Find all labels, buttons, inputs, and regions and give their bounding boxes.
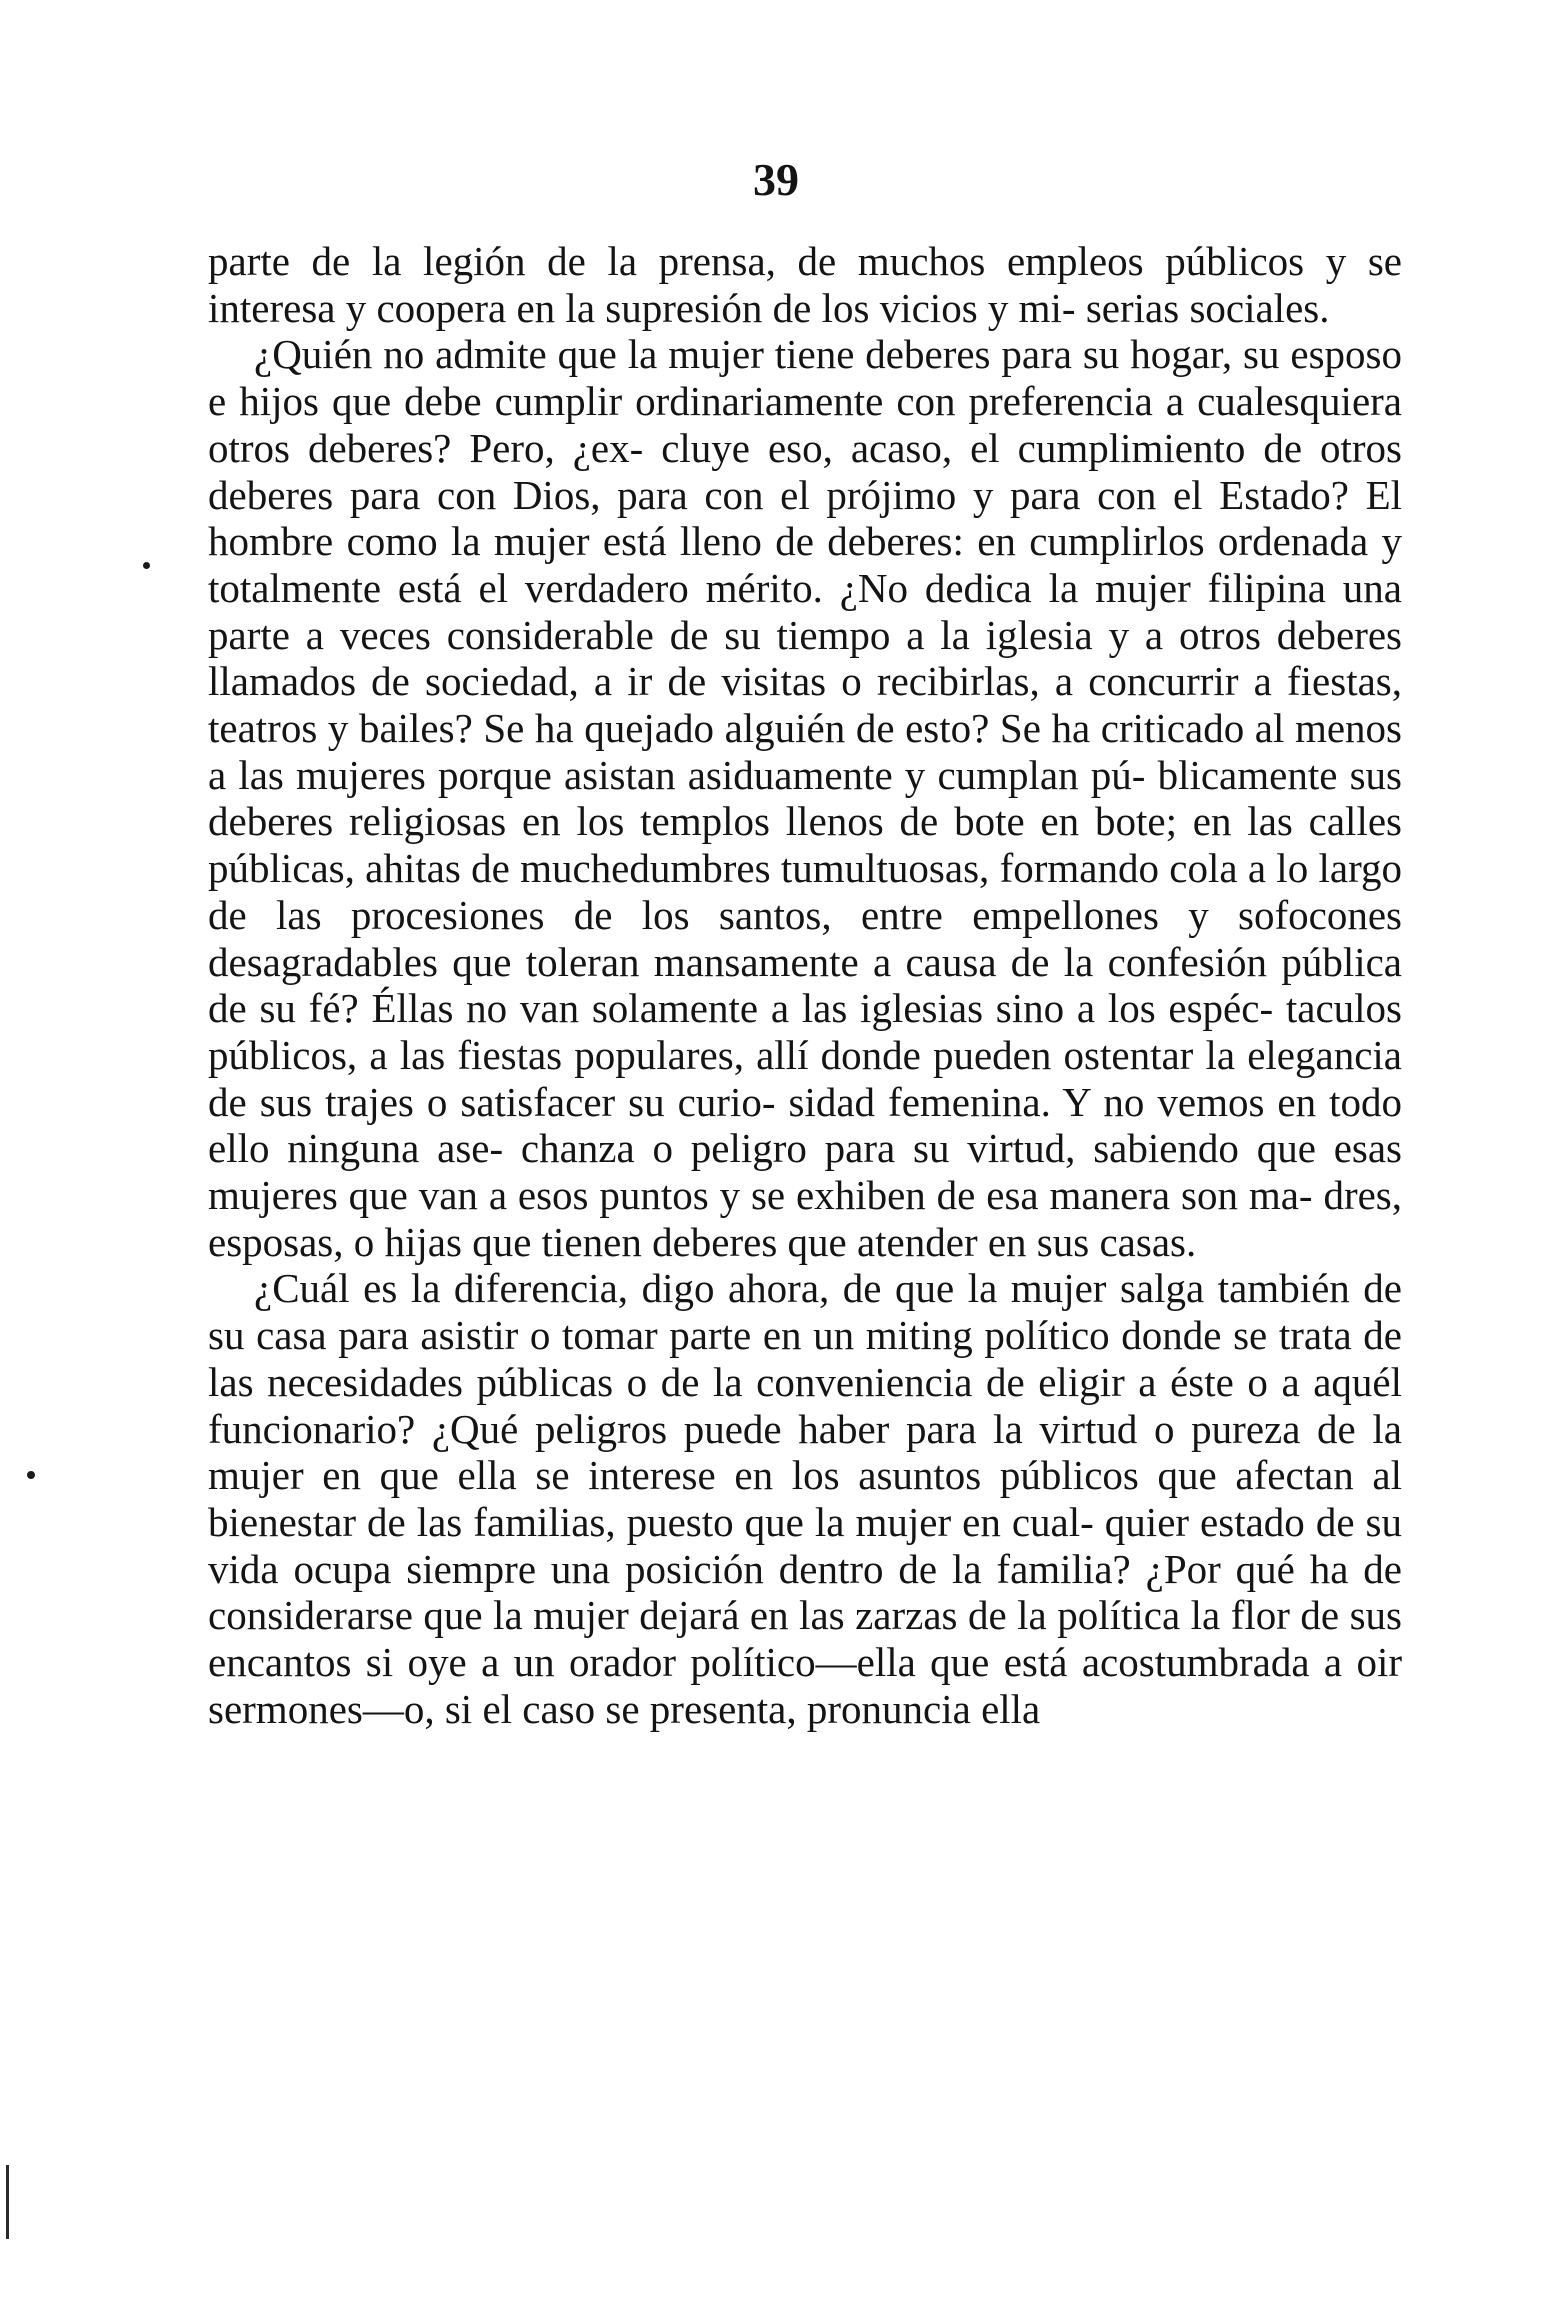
scan-speck xyxy=(27,1471,35,1479)
margin-mark xyxy=(6,2165,9,2239)
paragraph-2: ¿Quién no admite que la mujer tiene deberes para su hogar, su esposo e hijos que debe cumplir ordinariamente con preferencia a cualesquiera otros deberes? Pero, ¿ex- cluye eso, acaso, el cumplimiento de otros deberes para con Dios, para con el prójimo y para con el Estado? El hombre como la mujer está lleno de deberes: en cumplirlos ordenada y totalmente está el verdadero mérito. ¿No dedica la mujer filipina una parte a veces considerable de su tiempo a la iglesia y a otros deberes llamados de sociedad, a ir de visitas o recibirlas, a concurrir a fiestas, teatros y bailes? Se ha quejado alguién de esto? Se ha criticado al menos a las mujeres porque asistan asiduamente y cumplan pú- blicamente sus deberes religiosas en los templos llenos de bote en bote; en las calles públicas, ahitas de muchedumbres tumultuosas, formando cola a lo largo de las procesiones de los santos, entre empellones y sofocones desagradables que toleran mansamente a causa de la confesión pública de su fé? Éllas no van solamente a las iglesias sino a los espéc- taculos públicos, a las fiestas populares, allí donde pueden ostentar la elegancia de sus trajes o satisfacer su curio- sidad femenina. Y no vemos en todo ello ninguna ase- chanza o peligro para su virtud, sabiendo que esas mujeres que van a esos puntos y se exhiben de esa manera son ma- dres, esposas, o hijas que tienen deberes que atender en sus casas. xyxy=(208,331,1402,1265)
paragraph-1: parte de la legión de la prensa, de muchos empleos públicos y se interesa y coopera en la supresión de los vicios y mi- serias sociales. xyxy=(208,238,1402,331)
page-number: 39 xyxy=(753,154,799,205)
paragraph-3: ¿Cuál es la diferencia, digo ahora, de que la mujer salga también de su casa para asistir o tomar parte en un miting político donde se trata de las necesidades públicas o de la conveniencia de eligir a éste o a aquél funcionario? ¿Qué peligros puede haber para la virtud o pureza de la mujer en que ella se interese en los asuntos públicos que afectan al bienestar de las familias, puesto que la mujer en cual- quier estado de su vida ocupa siempre una posición dentro de la familia? ¿Por qué ha de considerarse que la mujer dejará en las zarzas de la política la flor de sus encantos si oye a un orador político—ella que está acostumbrada a oir sermones—o, si el caso se presenta, pronuncia ella xyxy=(208,1265,1402,1732)
scan-speck xyxy=(143,562,150,569)
body-text xyxy=(208,238,1402,1733)
